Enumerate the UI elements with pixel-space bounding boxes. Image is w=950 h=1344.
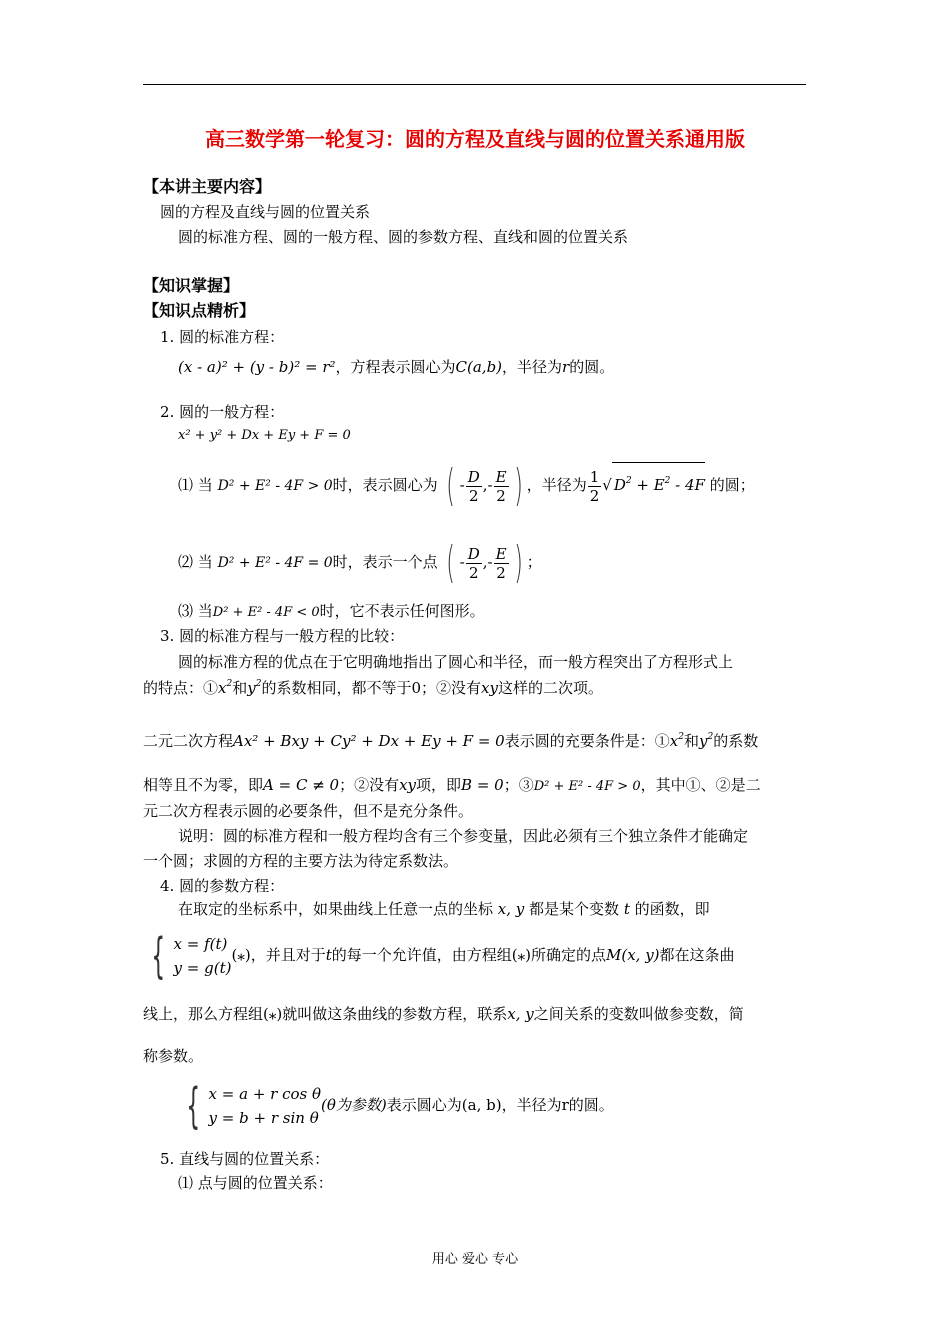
page-title: 高三数学第一轮复习：圆的方程及直线与圆的位置关系通用版 [205,127,745,151]
item-4-line-2: { x = f(t) y = g(t) (⁎)，并且对于t的每一个允许值，由方程组(⁎)所确定的点M(x, y)都在这条曲 [151,928,735,984]
item-4-line-1: 在取定的坐标系中，如果曲线上任意一点的坐标 x, y 都是某个变数 t 的函数，即 [178,900,710,918]
condition-discriminant: D² + E² - 4F > 0 [533,779,641,794]
case-2-line: ⑵ 当 D² + E² - 4F = 0时，表示一个点 ( - $\frac{D}{2}$ ,- $\frac{E}{2}$ ) ； [178,537,542,588]
case-1-line: ⑴ 当 D² + E² - 4F > 0时，表示圆心为 ( - $\frac{D}{2}$ ,- $\frac{E}{2}$ ) ，半径为 $\frac{1}{2}$ √ $D^2 + E^2 - 4F$ 的圆； [178,460,755,511]
left-paren: ( [446,460,456,511]
radius-symbol: r [561,1096,569,1114]
item-3-note-line-1: 说明：圆的标准方程和一般方程均含有三个参变量，因此必须有三个独立条件才能确定 [178,827,749,845]
case-3-label: ⑶ 当 [178,602,213,620]
case-1-label: ⑴ 当 [178,476,213,494]
parametric-system: x = f(t) y = g(t) [173,935,232,977]
fraction-e-over-2: $\frac{E}{2}$ [495,544,507,582]
text: 的函数，即 [634,900,710,918]
text: 表示圆的充要条件是：① [504,732,670,750]
case-2-text-a: 时，表示一个点 [332,553,438,571]
left-brace: { [186,1078,201,1134]
quadratic-equation: Ax² + Bxy + Cy² + Dx + Ey + F = 0 [233,732,505,750]
item-5-heading: 5. 直线与圆的位置关系： [160,1150,330,1168]
standard-equation: (x - a)² + (y - b)² = r² [178,358,336,376]
star-marker: (⁎) [511,946,531,964]
case-2-condition: D² + E² - 4F = 0 [217,555,333,571]
text: 相等且不为零，即 [143,776,264,794]
header-rule [143,84,806,85]
case-2-text-b: ； [526,553,542,571]
text: ；②没有 [339,776,400,794]
page-footer: 用心 爱心 专心 [431,1252,519,1267]
section-knowledge-heading: 【知识掌握】 [143,276,240,295]
radius-symbol: r [562,358,570,376]
fraction-d-over-2: $\frac{D}{2}$ [467,467,480,505]
text: 线上，那么方程组 [143,1005,264,1023]
condition-a-equals-c: A = C ≠ 0 [263,776,340,794]
section-main-content-line-2: 圆的标准方程、圆的一般方程、圆的参数方程、直线和圆的位置关系 [178,228,629,246]
parameter-note: (θ为参数) [321,1096,387,1114]
text: 表示圆心为 [386,1096,462,1114]
circle-center: (a, b) [461,1096,502,1114]
text: 都在这条曲 [659,946,735,964]
general-equation: x² + y² + Dx + Ey + F = 0 [178,428,351,443]
text: 的系数 [713,732,759,750]
text: 的圆。 [568,1096,614,1114]
text: 所确定的点 [530,946,606,964]
text: ；③ [503,776,534,794]
case-2-label: ⑵ 当 [178,553,213,571]
item-1-text-b: ，半径为 [502,358,563,376]
text: 和 [232,679,248,697]
item-1-text-c: 的圆。 [569,358,615,376]
condition-b-zero: B = 0 [461,776,504,794]
text: ；②没有 [421,679,482,697]
case-3-text: 时，它不表示任何图形。 [319,602,485,620]
text: 这样的二次项。 [497,679,603,697]
left-paren: ( [446,537,456,588]
item-1-text-a: ，方程表示圆心为 [335,358,456,376]
item-4-line-4: 称参数。 [143,1047,204,1065]
right-paren: ) [513,460,523,511]
text: 都是某个变数 [529,900,620,918]
item-3-line-5: 元二次方程表示圆的必要条件，但不是充分条件。 [143,802,474,820]
section-main-content-line-1: 圆的方程及直线与圆的位置关系 [160,203,371,221]
item-1-equation-line [178,356,614,378]
item-3-line-3: 二元二次方程Ax² + Bxy + Cy² + Dx + Ey + F = 0表示圆的充要条件是：$①x^2$和$y^2$的系数 [143,732,759,750]
star-marker: (⁎) [231,946,251,964]
item-2-heading: 2. 圆的一般方程： [160,403,285,421]
case-3-condition: D² + E² - 4F < 0 [212,605,320,620]
text: 的系数相同，都不等于 [261,679,412,697]
left-brace: { [151,928,166,984]
zero-value: 0 [411,679,422,697]
case-1-condition: D² + E² - 4F > 0 [217,478,333,494]
item-1-heading: 1. 圆的标准方程： [160,328,285,346]
text: ，并且对于 [250,946,326,964]
case-1-text-c: 的圆； [709,476,755,494]
text: ，其中①、②是二 [640,776,761,794]
item-5-subheading: ⑴ 点与圆的位置关系： [178,1174,333,1192]
section-points-heading: 【知识点精析】 [143,301,256,320]
fraction-one-half: $\frac{1}{2}$ [589,467,600,505]
circle-parametric-system: x = a + r cos θ y = b + r sin θ [208,1085,322,1127]
item-4-line-3: 线上，那么方程组(⁎)就叫做这条曲线的参数方程，联系x, y之间关系的变数叫做参变数，简 [143,1005,744,1023]
text: 的每一个允许值，由方程组 [331,946,512,964]
text: 项，即 [416,776,462,794]
fraction-e-over-2: $\frac{E}{2}$ [495,467,507,505]
text: ，半径为 [501,1096,562,1114]
text: 和 [683,732,699,750]
item-3-line-1: 圆的标准方程的优点在于它明确地指出了圆心和半径，而一般方程突出了方程形式上 [178,653,734,671]
text: 在取定的坐标系中，如果曲线上任意一点的坐标 [178,900,494,918]
item-3-line-4: 相等且不为零，即A = C ≠ 0；②没有xy项，即B = 0；③D² + E² - 4F > 0，其中①、②是二 [143,776,761,794]
right-paren: ) [513,537,523,588]
text: 的特点：① [143,679,219,697]
text: 二元二次方程 [143,732,234,750]
star-marker: (⁎) [263,1005,283,1023]
item-3-note-line-2: 一个圆；求圆的方程的主要方法为待定系数法。 [143,852,459,870]
case-3-line [178,600,485,624]
section-main-content-heading: 【本讲主要内容】 [143,177,272,196]
item-3-line-2: 的特点：$①x^2$和$y^2$的系数相同，都不等于0；②没有xy这样的二次项。 [143,679,603,697]
item-4-circle-param-line [178,1076,614,1134]
item-3-heading: 3. 圆的标准方程与一般方程的比较： [160,627,405,645]
text: 就叫做这条曲线的参数方程，联系 [282,1005,508,1023]
fraction-d-over-2: $\frac{D}{2}$ [467,544,480,582]
text: 之间关系的变数叫做参变数，简 [533,1005,744,1023]
case-1-text-b: ，半径为 [526,476,587,494]
radius-radicand: $D^2 + E^2 - 4F$ [612,462,705,507]
center-point: C(a,b) [455,358,503,376]
item-4-heading: 4. 圆的参数方程： [160,877,285,895]
case-1-text-a: 时，表示圆心为 [332,476,438,494]
